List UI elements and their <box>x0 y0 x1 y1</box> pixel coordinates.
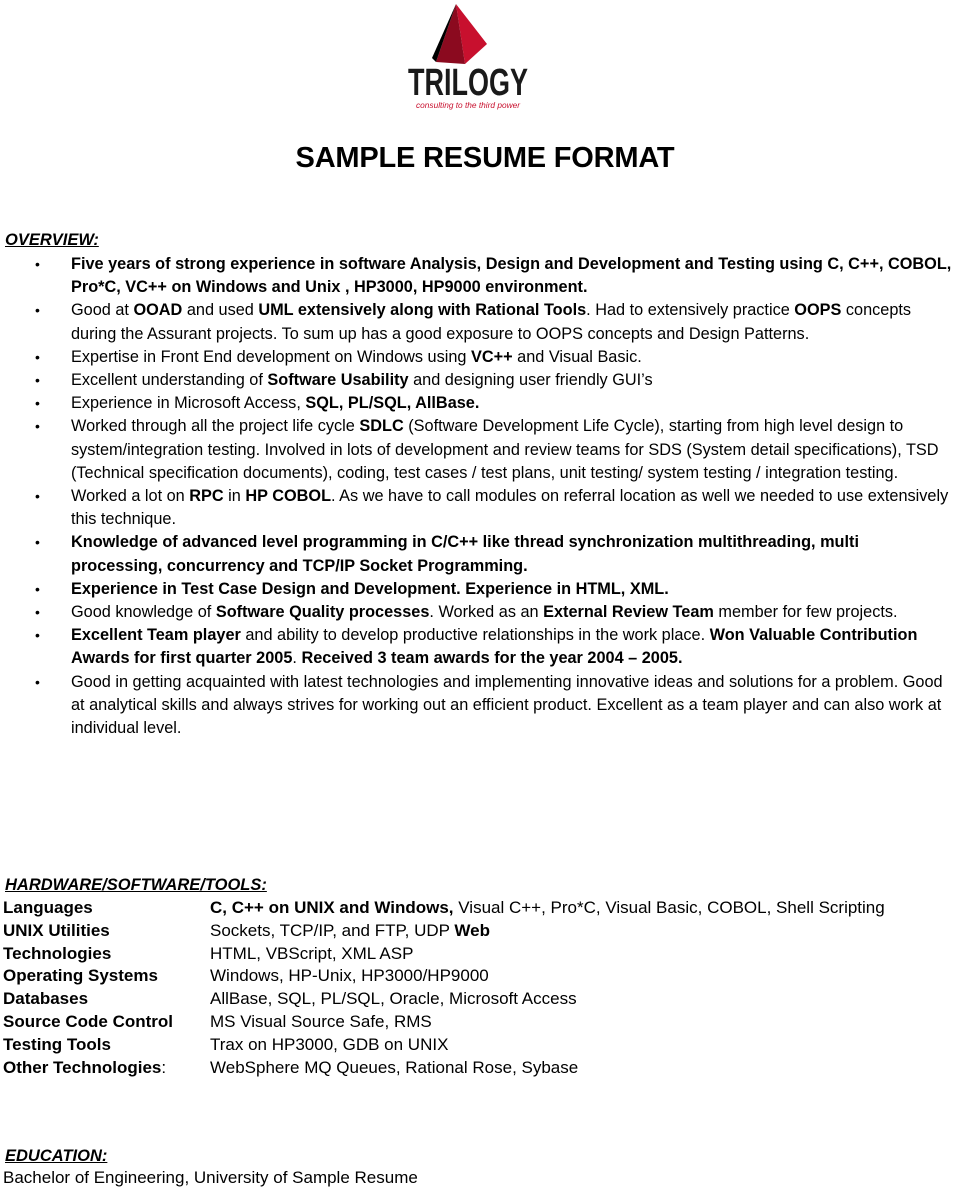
text-run: Worked through all the project life cycle <box>71 417 360 436</box>
text-run: Visual C++, Pro*C, Visual Basic, COBOL, Shell Scripting <box>453 898 885 917</box>
tools-row-label <box>3 1034 210 1057</box>
bullet-icon: • <box>35 627 40 644</box>
bold-text: External Review Team <box>543 603 714 622</box>
text-run: Sockets, TCP/IP, and FTP, UDP <box>210 920 455 940</box>
text-run: member for few projects. <box>713 603 898 622</box>
tools-row <box>3 1034 958 1057</box>
text-run: Good knowledge of <box>71 603 216 622</box>
tools-row <box>3 965 958 988</box>
overview-bullet-item <box>0 531 960 577</box>
text-run: . Had to extensively practice <box>586 301 795 320</box>
text-run: MS Visual Source Safe, RMS <box>210 1011 432 1031</box>
tools-row-label <box>3 920 210 943</box>
bullet-icon: • <box>35 348 40 365</box>
text-run: (Software Development Life Cycle), starting from high level design to system/integration testing. Involved in lots of development and review teams for SDS (System detail specifications), TSD (Technical specification documents), coding, test cases / test plans, unit testing/ system testing / integration testing. <box>71 417 939 482</box>
bold-text: Knowledge of advanced level programming in C/C++ like thread synchronization multithreading, multi processing, concurrency and TCP/IP Socket Programming. <box>71 533 859 575</box>
bold-text: C, C++ on UNIX and Windows, <box>210 898 454 917</box>
text-run: Good at <box>71 301 134 320</box>
tools-row-value <box>210 1057 958 1080</box>
overview-bullet-item <box>0 392 960 415</box>
tools-row-label <box>3 897 210 920</box>
text-run: . <box>292 649 302 668</box>
tools-row <box>3 920 958 943</box>
bold-text: SQL, PL/SQL, AllBase. <box>305 394 480 413</box>
bullet-icon: • <box>35 256 40 272</box>
text-run: . As we have to call modules on referral location as well we needed to use extensively this technique. <box>71 487 949 529</box>
tools-row <box>3 943 958 966</box>
bullet-icon: • <box>35 534 40 551</box>
text-run: WebSphere MQ Queues, Rational Rose, Sybase <box>210 1057 579 1077</box>
bullet-icon: • <box>35 418 40 435</box>
tools-table <box>3 897 958 1079</box>
tools-row-value <box>210 1034 958 1057</box>
tools-row-value <box>210 965 958 988</box>
tools-row <box>3 1057 958 1080</box>
logo-tagline: consulting to the third power <box>416 101 521 110</box>
tools-row <box>3 988 958 1011</box>
text-run: Windows, HP-Unix, HP3000/HP9000 <box>210 966 489 986</box>
text-run: and ability to develop productive relationships in the work place. <box>240 626 710 645</box>
bold-text: VC++ <box>471 347 513 366</box>
logo-pyramid-icon <box>398 2 538 114</box>
overview-bullet-item <box>0 369 960 392</box>
bullet-icon: • <box>35 673 40 690</box>
tools-row <box>3 1011 958 1034</box>
tools-row-label <box>3 1011 210 1034</box>
tools-label-text: Languages <box>3 898 93 917</box>
tools-label-text: Testing Tools <box>3 1034 111 1054</box>
overview-list <box>0 253 960 740</box>
overview-bullet-item <box>0 671 960 741</box>
tools-label-text: Technologies <box>3 943 112 963</box>
bold-text: SDLC <box>359 417 404 436</box>
bold-text: Five years of strong experience in software Analysis, Design and Development and Testing using C, C++, COBOL, Pro*C, VC++ on Windows and Unix , HP3000, HP9000 environment. <box>71 255 952 297</box>
education-entry: Bachelor of Engineering, University of Sample Resume <box>3 1168 418 1187</box>
bold-text: Web <box>454 920 490 940</box>
tools-heading: HARDWARE/SOFTWARE/TOOLS: <box>5 876 267 894</box>
text-run: Good in getting acquainted with latest technologies and implementing innovative ideas and solutions for a problem. Good at analytical skills and always strives for working out an efficient product. Excellent as a team player and can also work at individual level. <box>71 672 943 738</box>
tools-label-text: Other Technologies <box>3 1057 162 1077</box>
overview-bullet-item <box>0 299 960 345</box>
tools-row-value <box>210 988 958 1011</box>
tools-row-value <box>210 897 958 920</box>
bold-text: Excellent Team player <box>71 626 241 645</box>
text-run: concepts during the Assurant projects. To sum up has a good exposure to OOPS concepts and Design Patterns. <box>71 301 912 343</box>
tools-row-label <box>3 1057 210 1080</box>
text-run: Trax on HP3000, GDB on UNIX <box>210 1034 449 1054</box>
tools-row-label <box>3 943 210 966</box>
tools-row-value <box>210 943 958 966</box>
bullet-icon: • <box>35 395 40 412</box>
tools-label-text: UNIX Utilities <box>3 920 110 940</box>
bold-text: Software Quality processes <box>215 603 430 622</box>
logo-wordmark: TRILOGY <box>408 62 528 104</box>
bold-text: Received 3 team awards for the year 2004 – 2005. <box>301 649 683 668</box>
bold-text: RPC <box>189 487 224 506</box>
education-heading: EDUCATION: <box>5 1147 108 1165</box>
page-title: SAMPLE RESUME FORMAT <box>295 142 675 174</box>
bold-text: OOAD <box>133 301 183 320</box>
tools-label-text: Databases <box>3 989 89 1009</box>
trilogy-logo <box>398 2 538 114</box>
bold-text: UML extensively along with Rational Tools <box>258 301 587 320</box>
text-run: Expertise in Front End development on Windows using <box>71 347 472 366</box>
overview-bullet-item <box>0 578 960 601</box>
overview-bullet-item <box>0 253 960 299</box>
tools-row <box>3 897 958 920</box>
overview-bullet-item <box>0 624 960 670</box>
bold-text: HP COBOL <box>245 487 332 506</box>
text-run: and Visual Basic. <box>512 347 642 366</box>
text-run: in <box>223 487 246 506</box>
bullet-icon: • <box>35 604 40 621</box>
overview-heading: OVERVIEW: <box>5 231 99 249</box>
text-run: AllBase, SQL, PL/SQL, Oracle, Microsoft Access <box>210 989 577 1009</box>
bullet-icon: • <box>35 302 40 319</box>
overview-bullet-item <box>0 415 960 485</box>
tools-row-label <box>3 988 210 1011</box>
tools-label-text: Source Code Control <box>3 1011 174 1031</box>
bullet-icon: • <box>35 372 40 389</box>
text-run: . Worked as an <box>429 603 544 622</box>
tools-row-label <box>3 965 210 988</box>
tools-label-text: Operating Systems <box>3 966 158 986</box>
bold-text: Software Usability <box>267 371 409 390</box>
bold-text: Experience in Test Case Design and Development. Experience in HTML, XML. <box>71 579 669 598</box>
text-run: Excellent understanding of <box>71 371 268 390</box>
overview-bullet-item <box>0 601 960 624</box>
bold-text: OOPS <box>794 301 842 320</box>
text-run: Experience in Microsoft Access, <box>71 394 306 413</box>
tools-label-suffix: : <box>161 1057 167 1077</box>
text-run: and used <box>182 301 259 320</box>
overview-bullet-item <box>0 485 960 531</box>
text-run: and designing user friendly GUI’s <box>408 371 653 390</box>
tools-row-value <box>210 920 958 943</box>
overview-bullet-item <box>0 346 960 369</box>
bold-text: Won Valuable Contribution Awards for first quarter 2005 <box>71 626 918 668</box>
text-run: HTML, VBScript, XML ASP <box>210 943 414 963</box>
bullet-icon: • <box>35 580 40 597</box>
bullet-icon: • <box>35 488 40 505</box>
text-run: Worked a lot on <box>71 487 190 506</box>
tools-row-value <box>210 1011 958 1034</box>
